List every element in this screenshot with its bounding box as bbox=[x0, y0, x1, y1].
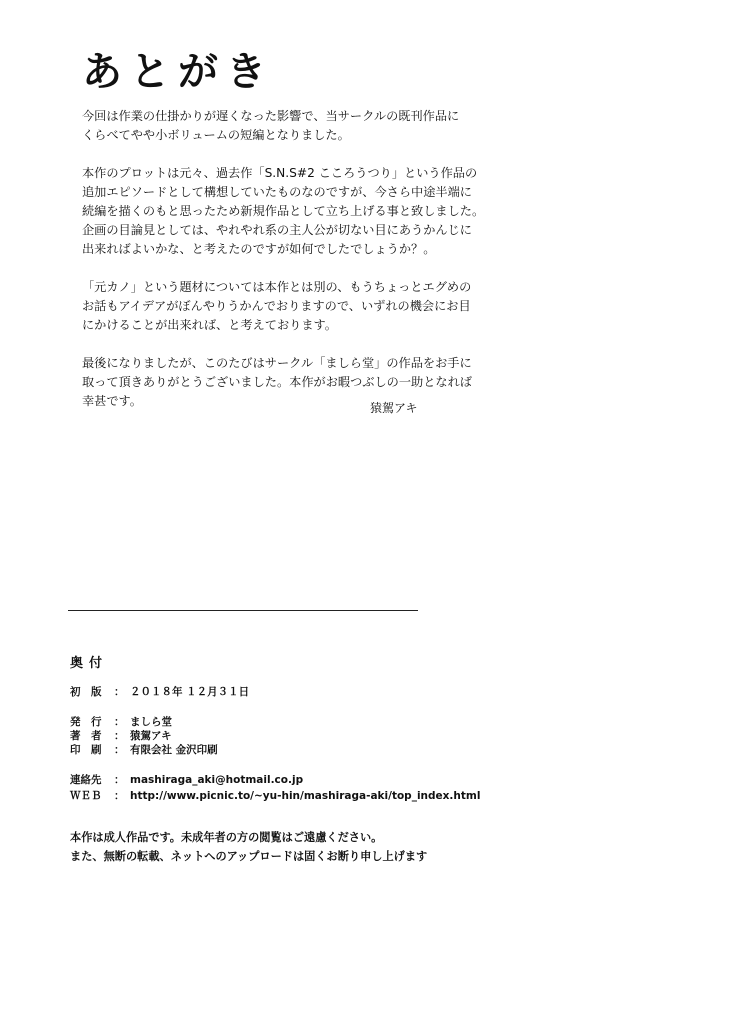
text-line: お話もアイデアがぼんやりうかんでおりますので、いずれの機会にお目 bbox=[82, 299, 471, 313]
afterword-paragraph bbox=[82, 278, 502, 335]
colophon-row-publisher bbox=[70, 714, 172, 729]
notice-line: また、無断の転載、ネットへのアップロードは固くお断り申し上げます bbox=[70, 850, 428, 863]
text-line: 企画の目論見としては、やれやれ系の主人公が切ない目にあうかんじに bbox=[82, 223, 472, 237]
row-separator: ： bbox=[114, 744, 125, 756]
colophon-row-printer bbox=[70, 742, 218, 757]
afterword-paragraph bbox=[82, 354, 502, 411]
row-value: ましら堂 bbox=[130, 716, 172, 728]
text-line: くらべてやや小ボリュームの短編となりました。 bbox=[82, 128, 350, 142]
row-separator: ： bbox=[114, 716, 125, 728]
row-label: 著 者 bbox=[70, 730, 102, 742]
contact-email: mashiraga_aki@hotmail.co.jp bbox=[130, 774, 304, 786]
row-separator: ： bbox=[114, 790, 125, 802]
row-label: 印 刷 bbox=[70, 744, 102, 756]
author-signature: 猿駕アキ bbox=[370, 401, 418, 415]
text-line: 取って頂きありがとうございました。本作がお暇つぶしの一助となれば bbox=[82, 375, 472, 389]
colophon-row-contact bbox=[70, 772, 303, 787]
row-label: 連絡先 bbox=[70, 774, 102, 786]
colophon-row-web bbox=[70, 788, 480, 803]
text-line: 続編を描くのもと思ったため新規作品として立ち上げる事と致しました。 bbox=[82, 204, 485, 218]
text-line: 本作のプロットは元々、過去作「S.N.S#2 こころうつり」という作品の bbox=[82, 166, 478, 180]
afterword-paragraph bbox=[82, 164, 502, 259]
afterword-title: あとがき bbox=[82, 48, 274, 95]
colophon-heading: 奥付 bbox=[70, 656, 109, 671]
afterword-body bbox=[82, 107, 502, 430]
text-line: にかけることが出来れば、と考えております。 bbox=[82, 318, 337, 332]
row-label: 初 版 bbox=[70, 686, 102, 698]
row-label: 発 行 bbox=[70, 716, 102, 728]
text-line: 出来ればよいかな、と考えたのですが如何でしたでしょうか？。 bbox=[82, 242, 436, 256]
text-line: 「元カノ」という題材については本作とは別の、もうちょっとエグめの bbox=[82, 280, 472, 294]
row-value: ２０１８年 １２月３１日 bbox=[130, 686, 250, 698]
divider-line bbox=[68, 610, 418, 611]
text-line: 追加エピソードとして構想していたものなのですが、今さら中途半端に bbox=[82, 185, 472, 199]
row-separator: ： bbox=[114, 686, 125, 698]
row-label: ＷＥＢ bbox=[70, 790, 102, 802]
row-separator: ： bbox=[114, 774, 125, 786]
web-url: http://www.picnic.to/~yu-hin/mashiraga-aki/top_index.html bbox=[130, 790, 481, 802]
text-line: 最後になりましたが、このたびはサークル「ましら堂」の作品をお手に bbox=[82, 356, 472, 370]
colophon-row-first-edition bbox=[70, 684, 249, 699]
row-value: 猿駕アキ bbox=[130, 730, 172, 742]
adult-content-notice bbox=[70, 828, 427, 866]
notice-line: 本作は成人作品です。未成年者の方の閲覧はご遠慮ください。 bbox=[70, 831, 383, 844]
row-separator: ： bbox=[114, 730, 125, 742]
text-line: 今回は作業の仕掛かりが遅くなった影響で、当サークルの既刊作品に bbox=[82, 109, 460, 123]
colophon-row-author bbox=[70, 728, 172, 743]
afterword-paragraph bbox=[82, 107, 502, 145]
text-line: 幸甚です。 bbox=[82, 394, 142, 408]
row-value: 有限会社 金沢印刷 bbox=[130, 744, 218, 756]
